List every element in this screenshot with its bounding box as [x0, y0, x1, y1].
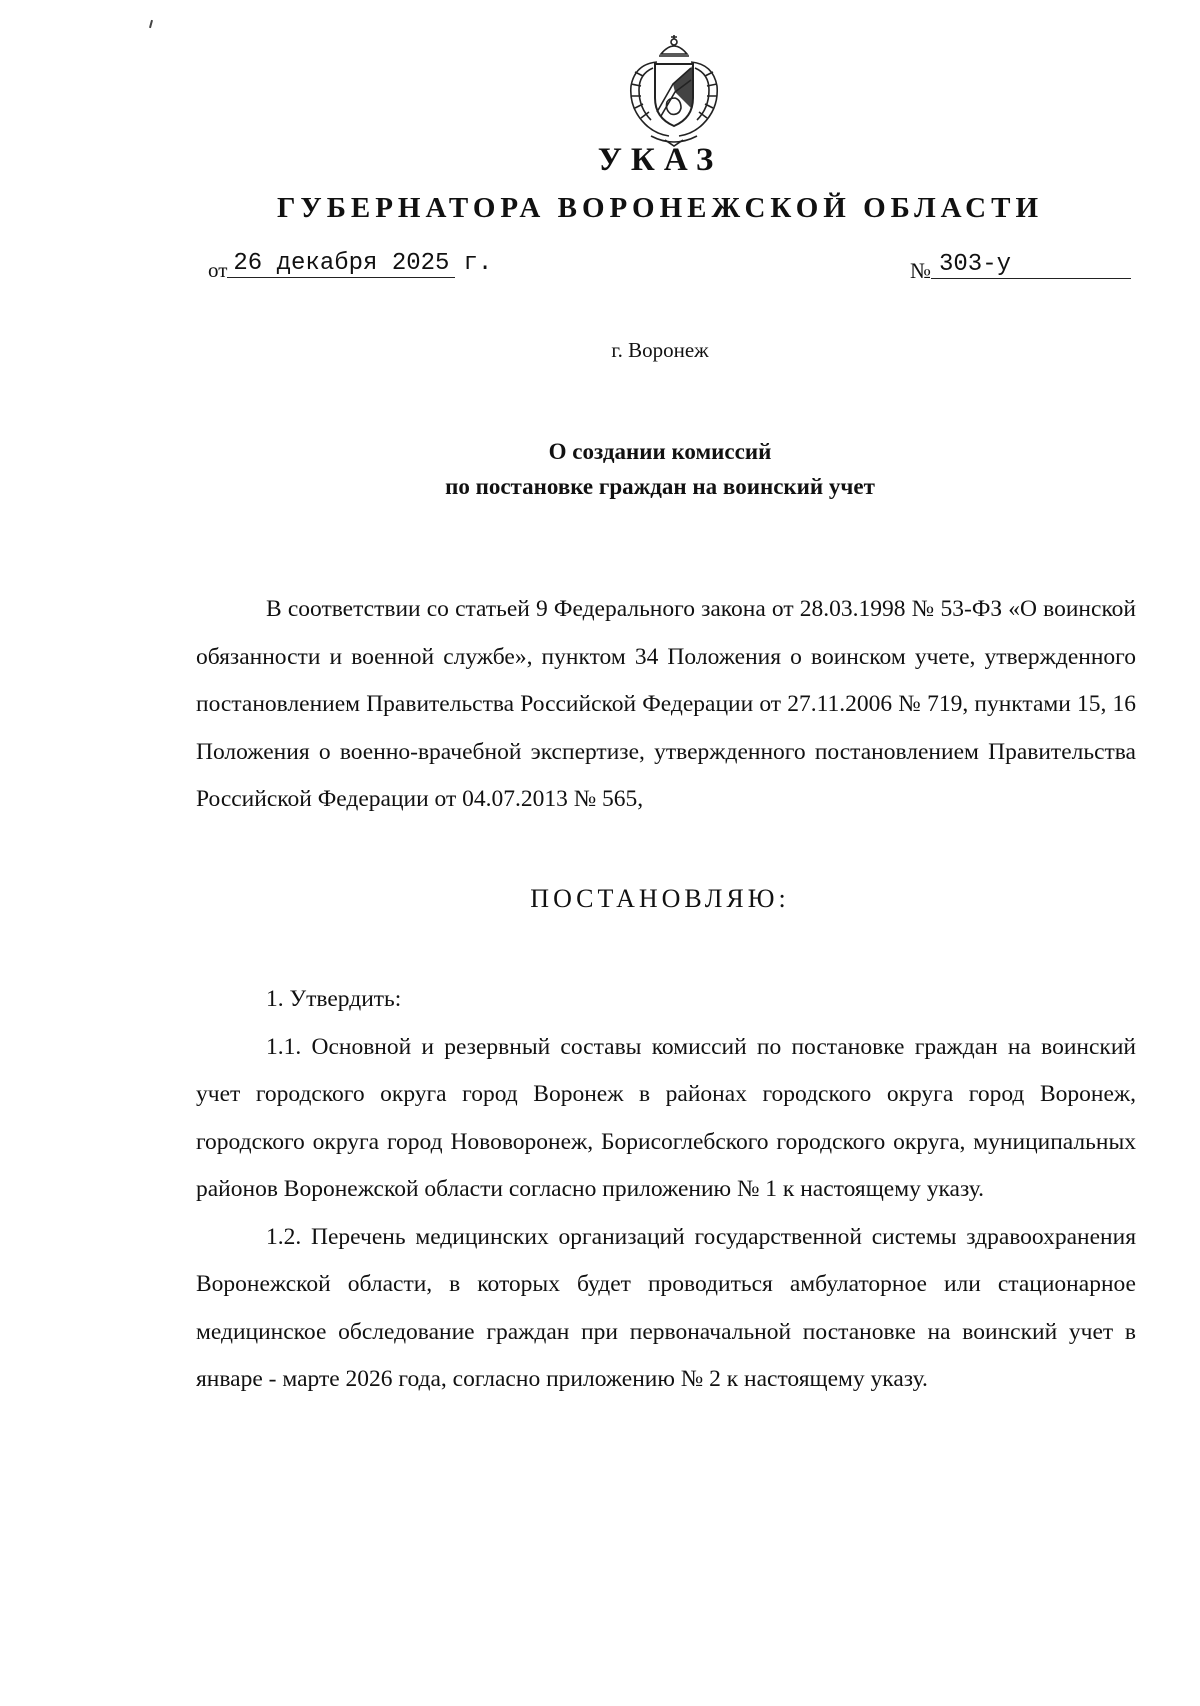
date-field	[208, 250, 493, 286]
subject-line-1: О создании комиссий	[548, 439, 772, 464]
decree-items	[196, 976, 1136, 1404]
scan-mark	[149, 20, 153, 28]
decree-item: 1.2. Перечень медицинских организаций государственной системы здравоохранения Воронежской области, в которых будет проводиться амбулаторное или стационарное медицинское обследование граждан при первоначальной постановке на воинский учет в январе - марте 2026 года, согласно приложению № 2 к настоящему указу.	[196, 1223, 1136, 1392]
preamble-block	[196, 586, 1136, 824]
date-suffix: г.	[463, 250, 493, 277]
decree-word: ПОСТАНОВЛЯЮ:	[530, 884, 790, 913]
decree-item: 1.1. Основной и резервный составы комиссий по постановке граждан на воинский учет городского округа город Воронеж в районах городского округа город Воронеж, городского округа город Нововоронеж, Борисоглебского городского округа, муниципальных районов Воронежской области согласно приложению № 1 к настоящему указу.	[196, 1033, 1136, 1202]
number-prefix: №	[910, 258, 931, 283]
coat-of-arms-icon	[621, 32, 727, 150]
city-label: г. Воронеж	[611, 338, 709, 362]
decree-item: 1. Утвердить:	[266, 986, 402, 1012]
date-value: 26 декабря 2025	[227, 250, 455, 278]
document-subject	[60, 434, 1200, 504]
date-prefix: от	[208, 258, 228, 282]
number-value: 303-у	[931, 251, 1131, 279]
preamble-paragraph: В соответствии со статьей 9 Федерального закона от 28.03.1998 № 53-ФЗ «О воинской обязанности и военной службе», пунктом 34 Положения о воинском учете, утвержденного постановлением Правительства Российской Федерации от 27.11.2006 № 719, пунктами 15, 16 Положения о военно-врачебной экспертизе, утвержденного постановлением Правительства Российской Федерации от 04.07.2013 № 565,	[196, 596, 1136, 812]
document-title: УКАЗ	[597, 142, 723, 178]
document-issuer: ГУБЕРНАТОРА ВОРОНЕЖСКОЙ ОБЛАСТИ	[276, 192, 1044, 224]
subject-line-2: по постановке граждан на воинский учет	[445, 474, 875, 499]
number-field	[910, 251, 1131, 287]
